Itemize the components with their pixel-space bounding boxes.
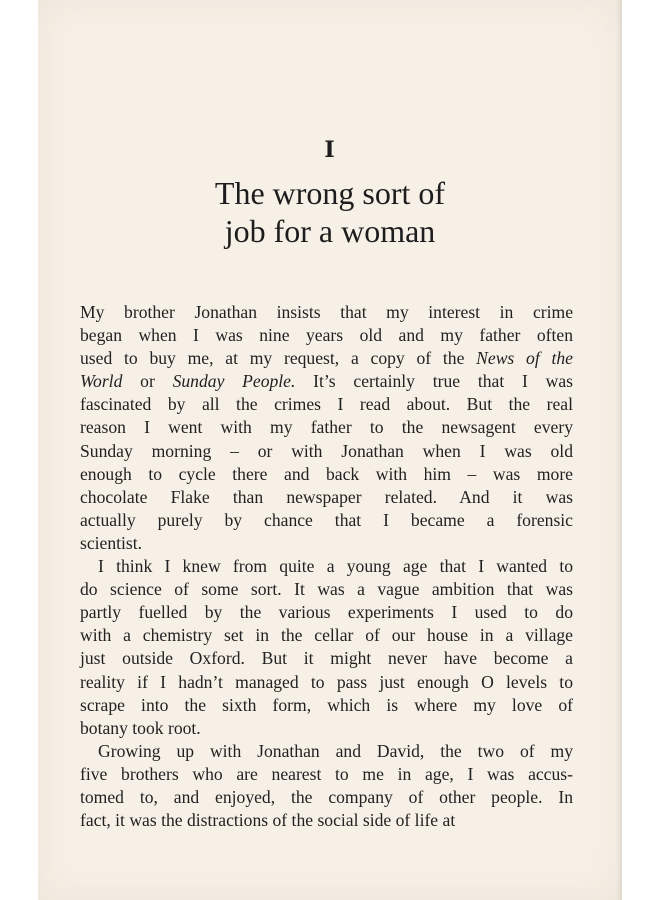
text-line: [80, 347, 573, 370]
text-run: partly fuelled by the various experiments I used to do: [80, 602, 573, 623]
text-line: [80, 324, 573, 347]
text-run: reality if I hadn’t managed to pass just enough O levels to: [80, 671, 573, 692]
paragraph: [80, 555, 573, 740]
text-line: [80, 578, 573, 601]
text-line: [80, 601, 573, 624]
text-run: used to buy me, at my request, a copy of the: [80, 348, 477, 369]
text-run: or: [122, 371, 173, 392]
text-line: [80, 463, 573, 486]
text-run: fascinated by all the crimes I read about. But the real: [80, 394, 573, 415]
chapter-number: I: [324, 137, 336, 163]
italic-text: News of the: [476, 348, 573, 369]
text-run: My brother Jonathan insists that my interest in crime: [80, 302, 573, 322]
text-line: [80, 647, 573, 670]
text-run: just outside Oxford. But it might never have become a: [80, 648, 573, 669]
text-line: [80, 694, 573, 717]
text-run: botany took root.: [80, 717, 201, 738]
text-line: [80, 740, 573, 763]
text-line: [80, 486, 573, 509]
text-run: reason I went with my father to the newsagent every: [80, 417, 573, 438]
text-run: It’s certainly true that I was: [295, 371, 574, 392]
text-line: [80, 301, 573, 324]
text-line: [80, 717, 573, 740]
text-line: [80, 370, 573, 393]
paragraph: [80, 301, 573, 555]
text-line: [80, 786, 573, 809]
paragraph: [80, 740, 573, 832]
text-line: [80, 763, 573, 786]
text-line: [80, 416, 573, 439]
text-run: scientist.: [80, 532, 143, 553]
text-run: scrape into the sixth form, which is where my love of: [80, 694, 573, 715]
text-line: [80, 509, 573, 532]
text-line: [80, 555, 573, 578]
text-line: [80, 809, 573, 832]
italic-text: World: [80, 371, 123, 392]
text-run: enough to cycle there and back with him – was more: [80, 463, 573, 484]
italic-text: Sunday People.: [172, 371, 296, 392]
text-run: tomed to, and enjoyed, the company of other people. In: [80, 786, 573, 807]
text-run: chocolate Flake than newspaper related. And it was: [80, 486, 573, 507]
text-line: [80, 393, 573, 416]
chapter-title-line: The wrong sort of: [214, 175, 446, 211]
chapter-title-line: job for a woman: [224, 213, 436, 249]
text-run: with a chemistry set in the cellar of our house in a village: [80, 625, 573, 646]
text-run: Sunday morning – or with Jonathan when I was old: [80, 440, 573, 461]
text-run: began when I was nine years old and my father often: [80, 325, 573, 346]
text-run: I think I knew from quite a young age that I wanted to: [98, 556, 573, 577]
chapter-body: [80, 301, 573, 832]
text-line: [80, 624, 573, 647]
text-run: five brothers who are nearest to me in age, I was accus-: [80, 763, 573, 784]
text-run: Growing up with Jonathan and David, the two of my: [98, 740, 573, 761]
text-line: [80, 532, 573, 555]
text-run: actually purely by chance that I became a forensic: [80, 509, 573, 530]
chapter-title: [38, 174, 622, 250]
text-run: fact, it was the distractions of the social side of life at: [80, 810, 456, 831]
text-line: [80, 671, 573, 694]
text-line: [80, 440, 573, 463]
text-run: do science of some sort. It was a vague ambition that was: [80, 579, 573, 600]
